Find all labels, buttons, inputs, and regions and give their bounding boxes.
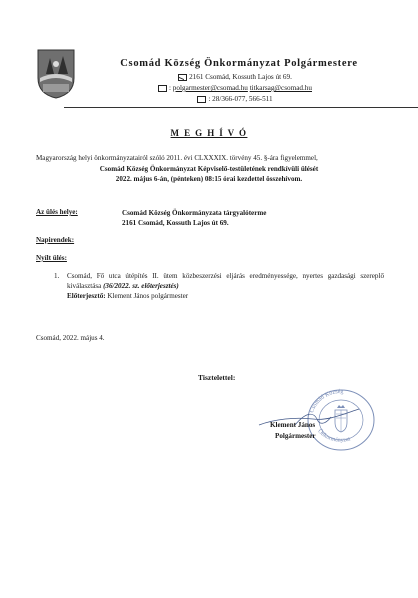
phone-icon (197, 96, 206, 103)
public-session-label: Nyílt ülés: (36, 254, 67, 262)
org-name: Csomád Község Önkormányzat Polgármestere (120, 58, 358, 69)
location-block (122, 208, 266, 228)
agenda-item-text: Csomád, Fő utca útépítés II. ütem közbeszerzési eljárás eredményessége, nyertes gazdasági szereplő kiválasztása (67, 272, 384, 290)
email-icon (158, 85, 167, 92)
signatory-name: Klement János (270, 421, 316, 429)
document-title: M E G H Í V Ó (170, 128, 248, 138)
agenda-item-ref: (36/2022. sz. előterjesztés) (103, 282, 179, 290)
intro-paragraph (36, 153, 382, 185)
header-divider (64, 107, 418, 108)
agenda-item-number: 1. (54, 272, 60, 280)
email-line: : polgarmester@csomad.hu titkarsag@csomad.hu (0, 84, 418, 92)
intro-text: Magyarország helyi önkormányzatairól szóló 2011. évi CLXXXIX. törvény 45. §-ára figyelemmel, (36, 154, 318, 162)
email-primary-link[interactable]: polgarmester@csomad.hu (172, 84, 248, 92)
closing-text: Tisztelettel: (198, 373, 236, 382)
presenter-name: Klement János polgármester (107, 292, 189, 300)
convene-line-1: Csomád Község Önkormányzat Képviselő-testületének rendkívüli ülését (99, 164, 319, 173)
address-text: 2161 Csomád, Kossuth Lajos út 69. (189, 73, 292, 81)
signatory-title: Polgármester (275, 432, 316, 440)
svg-text:Önkormányzat: Önkormányzat (316, 428, 352, 444)
agenda-item (54, 271, 384, 301)
envelope-icon (178, 74, 187, 81)
presenter-label: Előterjesztő: (67, 292, 106, 300)
email-secondary-link[interactable]: titkarsag@csomad.hu (249, 84, 312, 92)
location-line-1: Csomád Község Önkormányzata tárgyalóterme (122, 209, 267, 217)
phone-text: : 28/366-077, 566-511 (208, 95, 273, 103)
date-line: Csomád, 2022. május 4. (36, 334, 105, 342)
agenda-label: Napirendek: (36, 236, 75, 244)
location-label: Az ülés helye: (36, 208, 78, 216)
location-line-2: 2161 Csomád, Kossuth Lajos út 69. (122, 219, 229, 227)
agenda-item-body (67, 271, 384, 301)
address-line (0, 73, 418, 81)
phone-line (0, 95, 418, 103)
convene-line-2: 2022. május 6-án, (pénteken) 08:15 órai kezdettel összehívom. (115, 175, 303, 183)
svg-text:Csomád Község: Csomád Község (309, 388, 344, 414)
